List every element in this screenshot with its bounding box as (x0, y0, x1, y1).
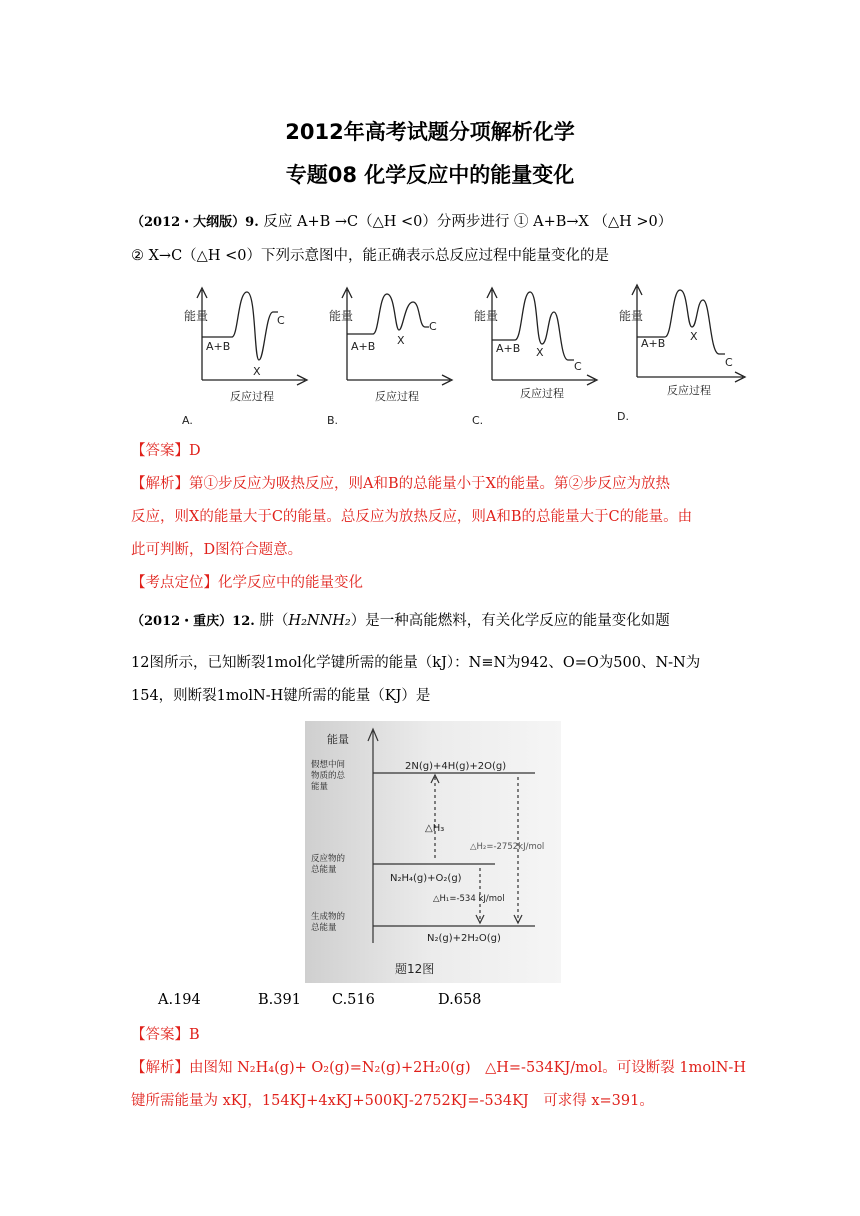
figure-d-mid: X (690, 330, 698, 343)
q2-line1 (131, 612, 735, 631)
q2-level3-text: N₂(g)+2H₂O(g) (427, 933, 501, 944)
q2-level1-label-3: 能量 (311, 782, 329, 792)
q2-answer-value: B (189, 1027, 200, 1043)
q2-level1-text: 2N(g)+4H(g)+2O(g) (405, 761, 507, 772)
q2-level2-label-2: 总能量 (311, 865, 337, 875)
q1-analysis-3: 此可判断，D图符合题意。 (131, 542, 303, 558)
q1-kaodian (131, 574, 735, 592)
q1-analysis-1 (131, 475, 735, 493)
figure-b-ylabel: 能量 (329, 309, 354, 323)
figure-c-end: C (574, 360, 582, 373)
figure-d-letter: D. (617, 410, 629, 423)
figure-b-start: A+B (351, 340, 376, 353)
q1-source: （2012・大纲版）9. (131, 215, 259, 230)
figure-a-end: C (277, 314, 285, 327)
q1-answer (131, 442, 735, 460)
q2-level2-label-1: 反应物的 (311, 854, 346, 864)
q2-caption: 题12图 (395, 962, 435, 976)
q2-analysis-text-1: 由图知 N₂H₄(g)+ O₂(g)=N₂(g)+2H₂0(g) △H=-534KJ/mol。可设断裂 1molN-H (189, 1060, 746, 1076)
option-a: A.194 (158, 992, 201, 1008)
figure-a-xlabel: 反应过程 (230, 390, 274, 403)
figure-a-mid: X (253, 365, 261, 378)
answer-value: D (189, 443, 201, 459)
q2-level1-label-2: 物质的总 (311, 771, 346, 781)
q2-energy-diagram (305, 721, 561, 983)
figure-d-xlabel: 反应过程 (667, 384, 711, 397)
figure-b-letter: B. (327, 414, 339, 427)
figure-c-letter: C. (472, 414, 484, 427)
q2-level1-label-1: 假想中间 (311, 760, 346, 770)
figure-d-ylabel: 能量 (619, 309, 644, 323)
option-c: C.516 (332, 992, 375, 1008)
kaodian-text: 化学反应中的能量变化 (218, 575, 363, 591)
q2-stem-b: ）是一种高能燃料，有关化学反应的能量变化如题 (350, 613, 670, 629)
q2-figure (305, 721, 561, 983)
q1-stem-1: 反应 A+B →C（△H <0）分两步进行 ① A+B→X （△H >0） (263, 214, 673, 230)
q2-answer-tag: 【答案】 (131, 1027, 189, 1043)
q2-ylabel: 能量 (327, 733, 349, 746)
q2-analysis-2: 键所需能量为 xKJ，154KJ+4xKJ+500KJ-2752KJ=-534KJ 可求得 x=391。 (131, 1093, 654, 1109)
q2-formula: H₂NNH₂ (288, 613, 351, 629)
figure-c-ylabel: 能量 (474, 309, 499, 323)
figure-b-end: C (429, 320, 437, 333)
q2-level3-label-2: 总能量 (311, 923, 337, 933)
q2-line2: 12图所示，已知断裂1mol化学键所需的能量（kJ）：N≡N为942、O=O为500、N-N为 (131, 655, 701, 671)
q2-dh1: △H₁=-534 kJ/mol (433, 894, 505, 904)
figure-a-start: A+B (206, 340, 231, 353)
analysis-text-1: 第①步反应为吸热反应，则A和B的总能量小于X的能量。第②步反应为放热 (189, 476, 670, 492)
figure-b-mid: X (397, 334, 405, 347)
page-title: 2012年高考试题分项解析化学 (285, 120, 575, 144)
q2-analysis-1 (131, 1059, 746, 1077)
q1-line1 (131, 213, 735, 232)
q1-line2: ② X→C（△H <0）下列示意图中，能正确表示总反应过程中能量变化的是 (131, 248, 609, 264)
figure-c-start: A+B (496, 342, 521, 355)
q2-stem-a: 肼（ (259, 613, 289, 629)
figure-a-ylabel: 能量 (184, 309, 209, 323)
q2-analysis-tag: 【解析】 (131, 1060, 189, 1076)
figure-c-mid: X (536, 346, 544, 359)
option-d: D.658 (438, 992, 482, 1008)
figure-d-end: C (725, 356, 733, 369)
figure-a (197, 288, 307, 385)
q1-analysis-2: 反应，则X的能量大于C的能量。总反应为放热反应，则A和B的总能量大于C的能量。由 (131, 509, 693, 525)
figure-b-xlabel: 反应过程 (375, 390, 419, 403)
q1-energy-diagrams (180, 282, 760, 432)
kaodian-tag: 【考点定位】 (131, 575, 218, 591)
q2-level3-label-1: 生成物的 (311, 912, 346, 922)
q1-figures (180, 282, 760, 432)
figure-a-letter: A. (182, 414, 193, 427)
q2-source: （2012・重庆）12. (131, 614, 255, 629)
figure-c-xlabel: 反应过程 (520, 387, 564, 400)
option-b: B.391 (258, 992, 301, 1008)
answer-tag: 【答案】 (131, 443, 189, 459)
q2-dh3: △H₃ (425, 823, 445, 834)
page-subtitle: 专题08 化学反应中的能量变化 (285, 163, 575, 187)
q2-answer (131, 1026, 735, 1044)
q2-level2-text: N₂H₄(g)+O₂(g) (390, 873, 462, 884)
q2-dh2: △H₂=-2752kJ/mol (470, 842, 545, 852)
analysis-tag: 【解析】 (131, 476, 189, 492)
figure-d-start: A+B (641, 337, 666, 350)
q2-line3: 154，则断裂1molN-H键所需的能量（KJ）是 (131, 688, 431, 704)
